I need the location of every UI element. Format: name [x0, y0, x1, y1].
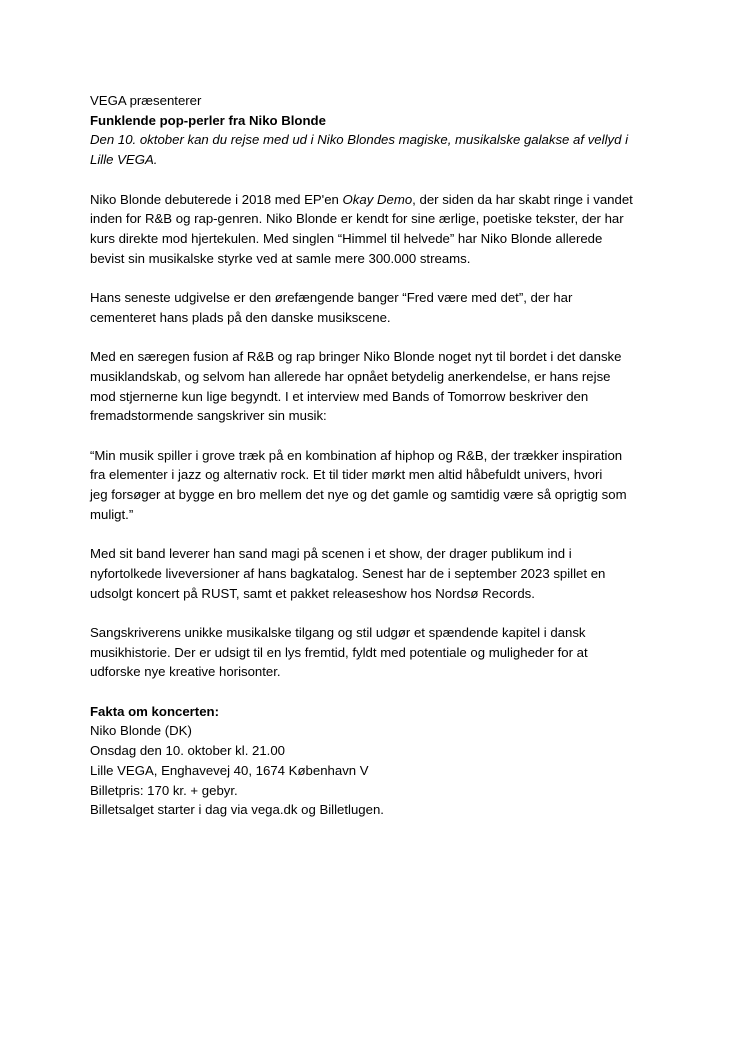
paragraph-line: Hans seneste udgivelse er den ørefængende banger “Fred være med det”, der har: [90, 290, 573, 305]
quote-line: “Min musik spiller i grove træk på en kombination af hiphop og R&B, der trækker inspiration: [90, 447, 623, 463]
fact-artist: Niko Blonde (DK): [90, 723, 192, 739]
fact-venue: Lille VEGA, Enghavevej 40, 1674 København V: [90, 762, 369, 778]
fact-price: Billetpris: 170 kr. + gebyr.: [90, 782, 238, 798]
paragraph-gap: [90, 426, 665, 446]
paragraph-fusion: [90, 347, 665, 426]
fact-date: Onsdag den 10. oktober kl. 21.00: [90, 743, 286, 759]
concert-facts: [90, 702, 665, 820]
presenter-line: VEGA præsenterer: [90, 93, 202, 108]
paragraph-future: [90, 623, 665, 682]
fact-ticket-sale: Billetsalget starter i dag via vega.dk og Billetlugen.: [90, 802, 384, 818]
paragraph-line: musikhistorie. Der er udsigt til en lys fremtid, fyldt med potentiale og muligheder for at: [90, 644, 588, 660]
press-release-body: [90, 91, 665, 820]
paragraph-line: fremadstormende sangskriver sin musik:: [90, 408, 327, 424]
paragraph-gap: [90, 170, 665, 190]
paragraph-line: [90, 190, 665, 210]
paragraph-gap: [90, 268, 665, 288]
paragraph-gap: [90, 327, 665, 347]
quote-line: fra elementer i jazz og alternativ rock. Et til tider mørkt men altid håbefuldt univers, hvori: [90, 467, 603, 483]
paragraph-line: kurs direkte mod hjertekulen. Med singlen “Himmel til helvede” har Niko Blonde allerede: [90, 230, 603, 246]
headline: Funklende pop-perler fra Niko Blonde: [90, 112, 326, 128]
lead-line: Den 10. oktober kan du rejse med ud i Niko Blondes magiske, musikalske galakse af vellyd i: [90, 132, 629, 148]
paragraph-line: nyfortolkede liveversioner af hans bagkatalog. Senest har de i september 2023 spillet en: [90, 565, 606, 581]
text-run: Niko Blonde debuterede i 2018 med EP'en: [90, 191, 343, 207]
facts-heading: Fakta om koncerten:: [90, 703, 219, 719]
paragraph-latest-release: [90, 288, 665, 327]
paragraph-gap: [90, 524, 665, 544]
paragraph-line: musiklandskab, og selvom han allerede har opnået betydelig anerkendelse, er hans rejse: [90, 368, 611, 384]
paragraph-gap: [90, 603, 665, 623]
paragraph-line: inden for R&B og rap-genren. Niko Blonde er kendt for sine ærlige, poetiske tekster, der har: [90, 211, 624, 227]
paragraph-debut: [90, 190, 665, 269]
paragraph-live-show: [90, 544, 665, 603]
paragraph-line: Med sit band leverer han sand magi på scenen i et show, der drager publikum ind i: [90, 546, 572, 562]
text-run: , der siden da har skabt ringe i vandet: [412, 191, 633, 207]
quote-line: muligt.”: [90, 506, 134, 522]
paragraph-line: mod stjernerne kun lige begyndt. I et interview med Bands of Tomorrow beskriver den: [90, 388, 589, 404]
ep-title: Okay Demo: [342, 191, 413, 207]
paragraph-line: Sangskriverens unikke musikalske tilgang og stil udgør et spændende kapitel i dansk: [90, 624, 586, 640]
paragraph-gap: [90, 682, 665, 702]
quote-line: jeg forsøger at bygge en bro mellem det nye og det gamle og samtidig være så oprigtig som: [90, 487, 627, 502]
lead-line: Lille VEGA.: [90, 152, 158, 168]
paragraph-line: udsolgt koncert på RUST, samt et pakket releaseshow hos Nordsø Records.: [90, 585, 535, 601]
paragraph-line: bevist sin musikalske styrke ved at samle mere 300.000 streams.: [90, 250, 471, 266]
paragraph-line: Med en særegen fusion af R&B og rap bringer Niko Blonde noget nyt til bordet i det danske: [90, 349, 622, 365]
artist-quote: [90, 446, 665, 525]
paragraph-line: udforske nye kreative horisonter.: [90, 664, 281, 680]
paragraph-line: cementeret hans plads på den danske musikscene.: [90, 309, 391, 325]
